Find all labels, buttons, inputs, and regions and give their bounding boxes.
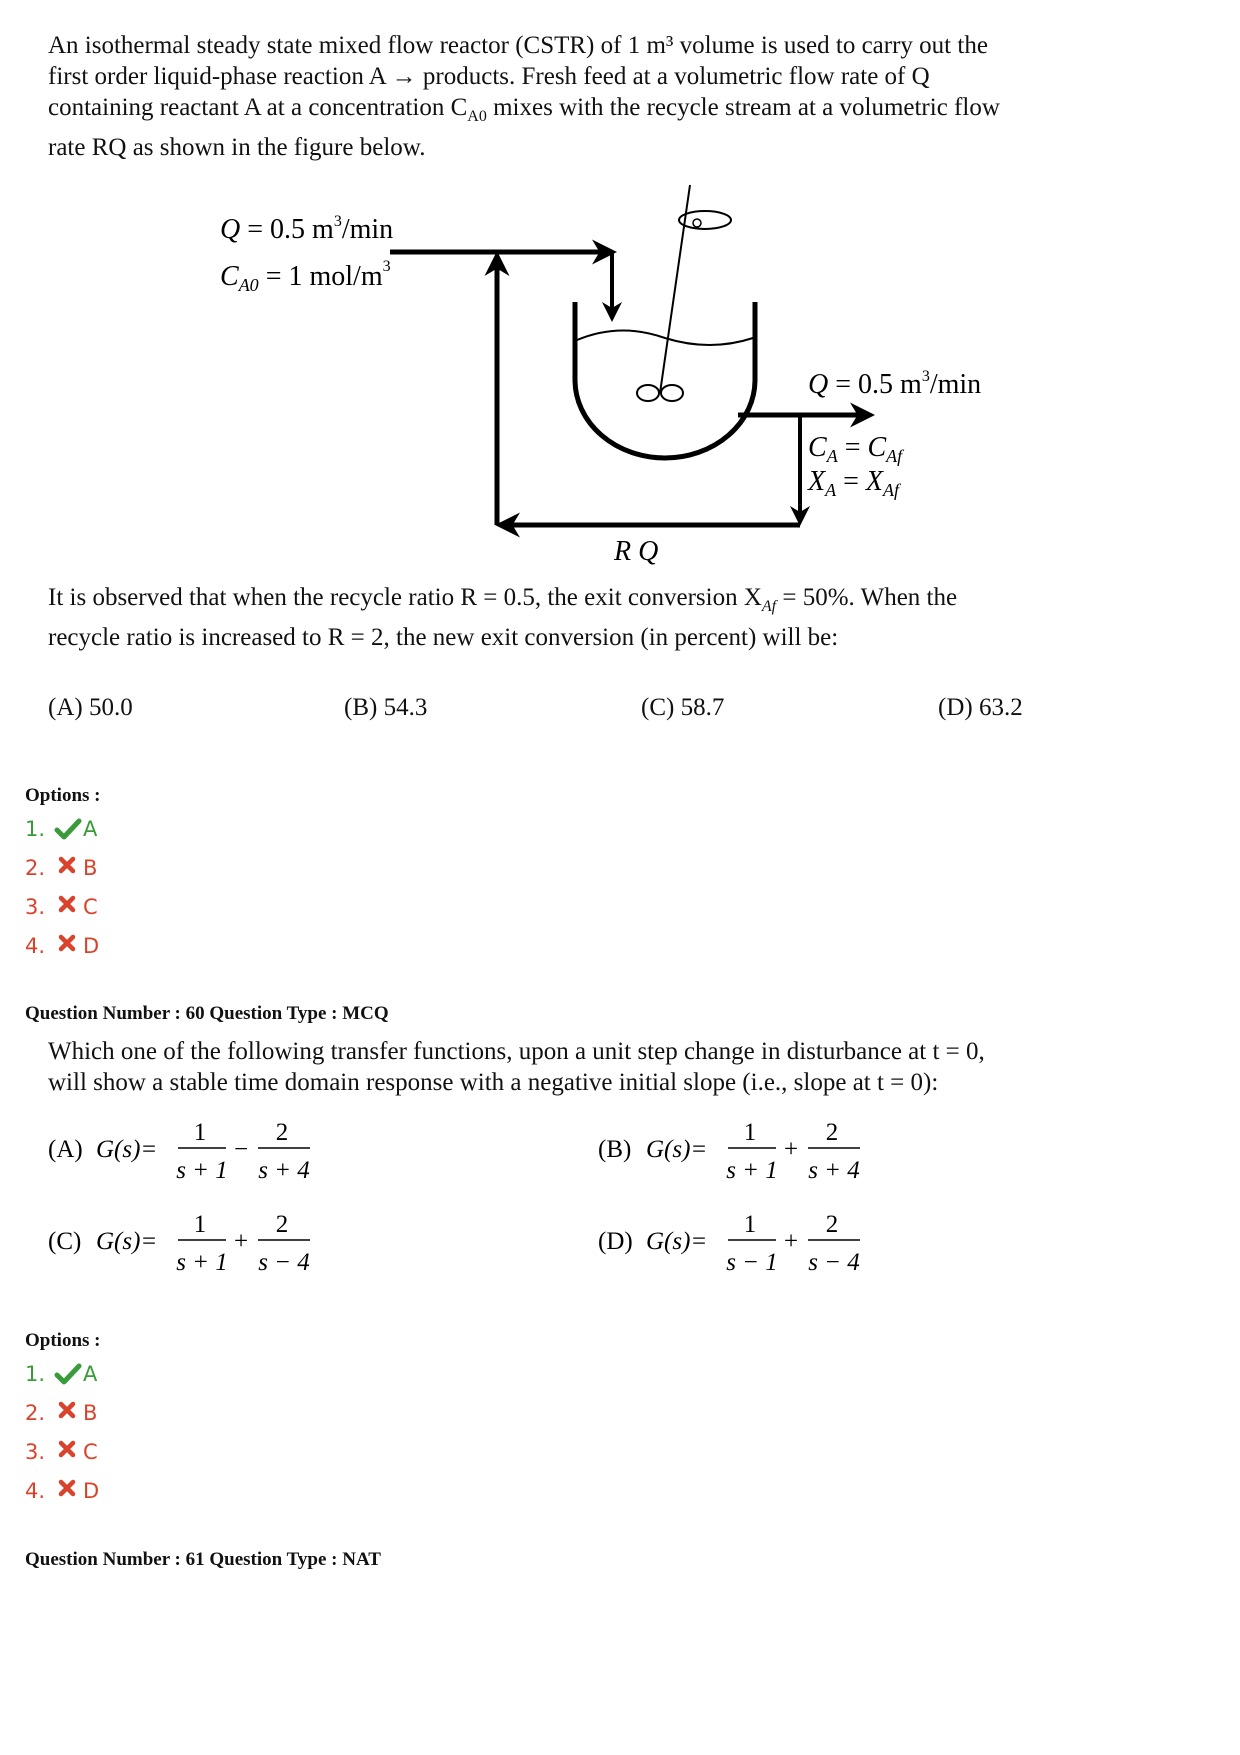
tf-label: (A) xyxy=(48,1136,83,1163)
choice-a: (A) 50.0 xyxy=(48,694,133,721)
cross-icon xyxy=(53,856,83,880)
cross-icon xyxy=(53,1479,83,1503)
tf-den-2: s + 4 xyxy=(808,1157,860,1184)
tf-operator: + xyxy=(784,1136,799,1163)
impeller-left xyxy=(637,385,659,401)
tf-lhs: G(s)= xyxy=(96,1136,158,1163)
agitator-shaft xyxy=(660,185,690,393)
intro-line-3: containing reactant A at a concentration $C_{A0}$ mixes with the recycle stream at a volumetric flow xyxy=(48,94,1000,125)
tf-num-2: 2 xyxy=(825,1119,839,1146)
transfer-function-options xyxy=(0,1100,1240,1300)
tf-num-2: 2 xyxy=(275,1119,289,1146)
tf-num-1: 1 xyxy=(743,1211,757,1238)
tf-operator: + xyxy=(234,1228,249,1255)
tf-num-1: 1 xyxy=(193,1211,207,1238)
tf-label: (C) xyxy=(48,1228,82,1255)
tf-lhs: G(s)= xyxy=(646,1228,708,1255)
tf-label: (D) xyxy=(598,1228,633,1255)
outlet-flow-label: Q = 0.5 $m^3/\min$ xyxy=(808,368,982,400)
intro-line-1: An isothermal steady state mixed flow reactor (CSTR) of 1 m³ volume is used to carry out the xyxy=(48,32,988,59)
check-icon xyxy=(53,1362,83,1386)
tf-den-2: s − 4 xyxy=(808,1249,860,1276)
tf-num-1: 1 xyxy=(743,1119,757,1146)
intro-line-4: rate RQ as shown in the figure below. xyxy=(48,134,426,161)
choice-c: (C) 58.7 xyxy=(641,694,725,721)
choice-b: (B) 54.3 xyxy=(344,694,428,721)
feed-flow-value: = 0.5 m xyxy=(240,214,334,245)
option-59-3[interactable]: 3. C xyxy=(25,895,98,919)
tf-den-1: s − 1 xyxy=(726,1249,778,1276)
tf-den-1: s + 1 xyxy=(176,1157,228,1184)
tf-operator: + xyxy=(784,1228,799,1255)
options-label-59: Options : xyxy=(25,785,101,806)
recycle-cstr-diagram xyxy=(0,0,1240,580)
option-60-3[interactable]: 3. C xyxy=(25,1440,98,1464)
body-line-1: It is observed that when the recycle ratio R = 0.5, the exit conversion $X_{Af} = 50\%$. When the xyxy=(48,584,958,615)
tf-lhs: G(s)= xyxy=(96,1228,158,1255)
impeller-right xyxy=(661,385,683,401)
tf-operator: − xyxy=(234,1136,249,1163)
agitator-motor xyxy=(679,211,731,229)
cross-icon xyxy=(53,895,83,919)
option-60-1[interactable]: 1. A xyxy=(25,1362,98,1386)
tf-num-2: 2 xyxy=(275,1211,289,1238)
cross-icon xyxy=(53,1440,83,1464)
body-line-2: recycle ratio is increased to R = 2, the new exit conversion (in percent) will be: xyxy=(48,624,839,651)
outlet-conc-label: $C_A = C_{Af}$ xyxy=(808,432,903,466)
q60-line-1: Which one of the following transfer functions, upon a unit step change in disturbance at t = 0, xyxy=(48,1038,985,1065)
question-61-header: Question Number : 61 Question Type : NAT xyxy=(25,1549,381,1570)
options-label-60: Options : xyxy=(25,1330,101,1351)
question-60-header: Question Number : 60 Question Type : MCQ xyxy=(25,1003,389,1024)
option-60-4[interactable]: 4. D xyxy=(25,1479,100,1503)
intro-line-2: first order liquid-phase reaction A → products. Fresh feed at a volumetric flow rate of Q xyxy=(48,63,930,90)
tf-label: (B) xyxy=(598,1136,632,1163)
tf-lhs: G(s)= xyxy=(646,1136,708,1163)
option-59-1[interactable]: 1. A xyxy=(25,817,98,841)
feed-flow-label: Q = 0.5 $m^3/\min$ xyxy=(220,213,394,245)
tf-num-2: 2 xyxy=(825,1211,839,1238)
outlet-conv-label: $X_A = X_{Af}$ xyxy=(808,466,900,500)
choice-d: (D) 63.2 xyxy=(938,694,1023,721)
tf-den-2: s + 4 xyxy=(258,1157,310,1184)
cross-icon xyxy=(53,1401,83,1425)
tf-den-1: s + 1 xyxy=(726,1157,778,1184)
reactor-vessel xyxy=(575,302,755,458)
question-59-body xyxy=(48,582,957,653)
cross-icon xyxy=(53,934,83,958)
liquid-surface xyxy=(577,330,753,345)
question-60-text xyxy=(48,1036,985,1098)
check-icon xyxy=(53,817,83,841)
option-59-2[interactable]: 2. B xyxy=(25,856,98,880)
option-60-2[interactable]: 2. B xyxy=(25,1401,98,1425)
recycle-label: R Q xyxy=(614,536,659,567)
tf-num-1: 1 xyxy=(193,1119,207,1146)
tf-den-2: s − 4 xyxy=(258,1249,310,1276)
option-59-4[interactable]: 4. D xyxy=(25,934,100,958)
tf-den-1: s + 1 xyxy=(176,1249,228,1276)
q60-line-2: will show a stable time domain response with a negative initial slope (i.e., slope at t = 0): xyxy=(48,1069,939,1096)
feed-conc-label: $C_{A0} = 1$ mol/$m^3$ xyxy=(220,258,391,295)
